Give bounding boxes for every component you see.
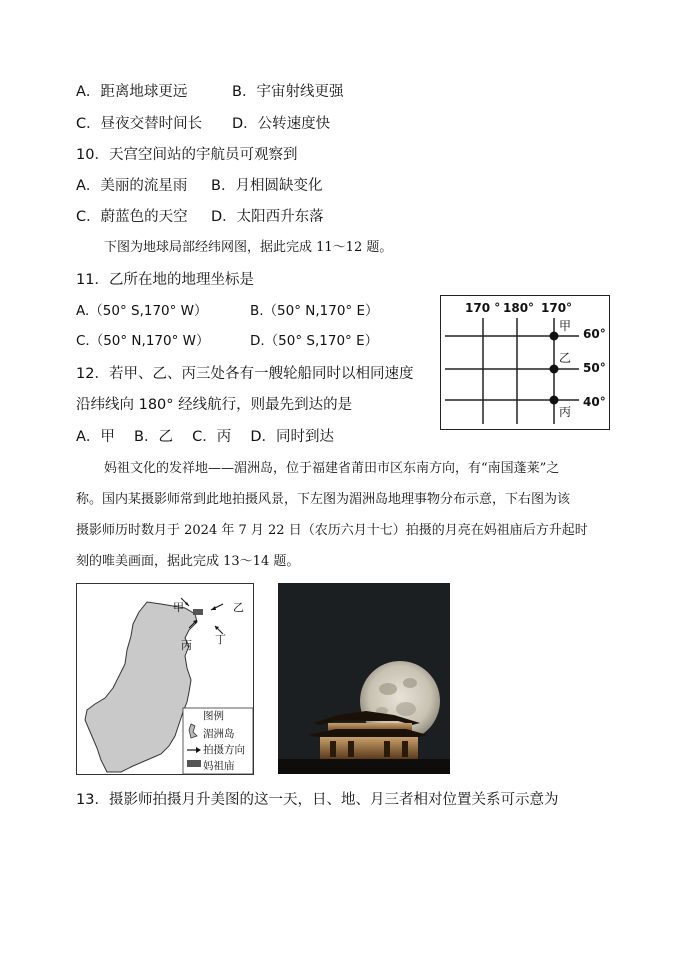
q11-option-a: A.（50° S,170° W） [76, 303, 208, 319]
point-yi-marker [550, 365, 559, 374]
intro-11-12: 下图为地球局部经纬网图，据此完成 11～12 题。 [104, 240, 393, 255]
q9-option-b: B．宇宙射线更强 [232, 84, 344, 100]
q11-option-b: B.（50° N,170° E） [250, 303, 379, 319]
lat-label-40: 40° [583, 395, 606, 409]
q11-stem: 11．乙所在地的地理坐标是 [76, 272, 254, 288]
point-label-yi: 乙 [559, 351, 572, 365]
moonrise-temple-photo [278, 583, 450, 774]
q12-stem-line2: 沿纬线向 180° 经线航行，则最先到达的是 [76, 397, 353, 413]
map-label-yi: 乙 [233, 601, 244, 614]
legend-item-direction: 拍摄方向 [203, 744, 245, 756]
q11-option-d: D.（50° S,170° E） [250, 333, 379, 349]
lon-label-west: 170 ° [465, 301, 501, 315]
passage-line-4: 刻的唯美画面，据此完成 13～14 题。 [76, 554, 300, 569]
passage-line-1: 妈祖文化的发祥地——湄洲岛，位于福建省莆田市区东南方向，有“南国蓬莱”之 [104, 461, 560, 476]
lat-label-60: 60° [583, 327, 606, 341]
temple-marker [193, 609, 203, 615]
q11-option-c: C.（50° N,170° W） [76, 333, 210, 349]
lat-label-50: 50° [583, 361, 606, 375]
legend-item-temple: 妈祖庙 [203, 760, 235, 772]
lon-label-east: 170° [541, 301, 573, 315]
legend-item-island: 湄洲岛 [203, 728, 235, 740]
point-label-bing: 丙 [559, 405, 572, 419]
lat-lon-grid-figure [440, 295, 610, 430]
q9-option-c: C．昼夜交替时间长 [76, 116, 203, 132]
q13-stem: 13．摄影师拍摄月升美图的这一天，日、地、月三者相对位置关系可示意为 [76, 792, 559, 808]
meizhou-island-map [76, 583, 254, 775]
map-label-bing: 丙 [181, 639, 192, 652]
lon-label-180: 180° [503, 301, 535, 315]
legend-temple-icon [187, 760, 201, 767]
passage-line-2: 称。国内某摄影师常到此地拍摄风景，下左图为湄洲岛地理事物分布示意，下右图为该 [76, 492, 571, 507]
q10-stem: 10．天宫空间站的宇航员可观察到 [76, 147, 298, 163]
point-label-jia: 甲 [559, 319, 572, 333]
q9-option-d: D．公转速度快 [232, 116, 331, 132]
q10-option-c: C．蔚蓝色的天空 [76, 209, 188, 225]
passage-line-3: 摄影师历时数月于 2024 年 7 月 22 日（农历六月十七）拍摄的月亮在妈祖庙后方升起时 [76, 523, 588, 538]
legend-title: 图例 [203, 710, 224, 722]
q10-option-a: A．美丽的流星雨 [76, 178, 188, 194]
q10-option-d: D．太阳西升东落 [211, 209, 324, 225]
q12-stem-line1: 12．若甲、乙、丙三处各有一艘轮船同时以相同速度 [76, 366, 414, 382]
q10-option-b: B．月相圆缺变化 [211, 178, 323, 194]
map-label-jia: 甲 [173, 601, 184, 614]
q9-option-a: A．距离地球更远 [76, 84, 188, 100]
map-label-ding: 丁 [215, 633, 226, 646]
point-jia-marker [550, 332, 559, 341]
point-bing-marker [550, 396, 559, 405]
q12-options: A．甲 B．乙 C．丙 D．同时到达 [76, 429, 334, 445]
